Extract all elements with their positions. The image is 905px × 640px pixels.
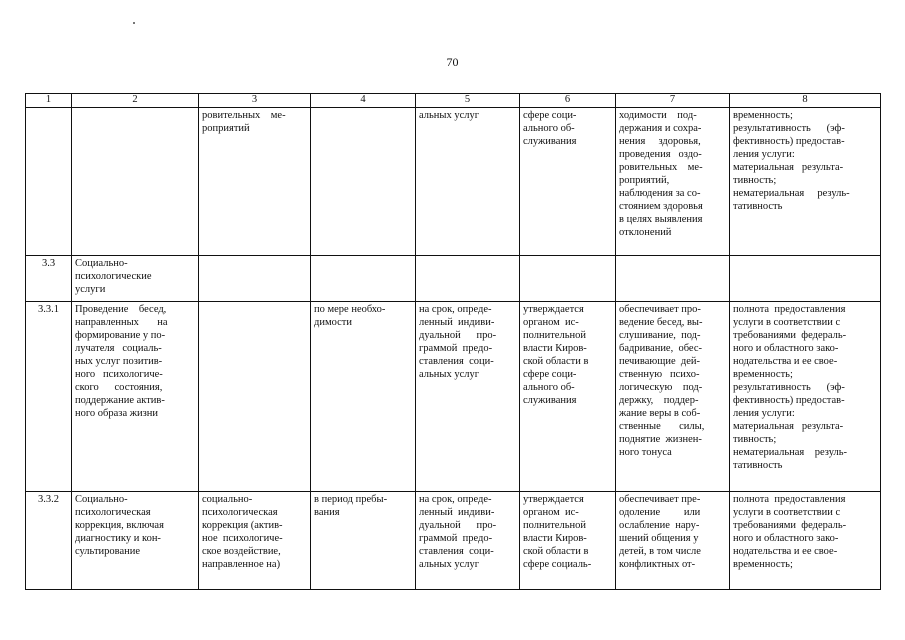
cell-frequency: по мере необхо- димости [311,302,416,492]
cell-service-name: Социально- психологические услуги [72,256,199,302]
cell-quality: полнота предоставления услуги в соответствии с требованиями федераль- ного и областного зако- нодательства и ее свое- временность; [730,492,881,590]
cell-description [199,302,311,492]
cell-term: на срок, опреде- ленный индиви- дуальной про- граммой предо- ставления соци- альных услуг [416,492,520,590]
column-header: 1 [26,94,72,108]
column-header: 6 [520,94,616,108]
cell-conditions: ходимости под- держания и сохра- нения здоровья, проведения оздо- ровительных ме- роприятий, наблюдения за со- стоянием здоровья в целях выявления отклонений [616,108,730,256]
column-header: 4 [311,94,416,108]
cell-norms: утверждается органом ис- полнительной власти Киров- ской области в сфере соци- ального об- служивания [520,302,616,492]
services-table [25,93,881,590]
column-header: 7 [616,94,730,108]
cell-number: 3.3.1 [26,302,72,492]
cell-conditions: обеспечивает пре- одоление или ослабление нару- шений общения у детей, в том числе конфликтных от- [616,492,730,590]
cell-description: ровительных ме- роприятий [199,108,311,256]
cell-frequency: в период пребы- вания [311,492,416,590]
cell-frequency [311,108,416,256]
cell-service-name: Проведение бесед, направленных на формирование у по- лучателя социаль- ных услуг позитив- ного психологиче- ского состояния, поддержание актив- ного образа жизни [72,302,199,492]
cell-number: 3.3 [26,256,72,302]
cell-norms: сфере соци- ального об- служивания [520,108,616,256]
column-header: 5 [416,94,520,108]
cell-description [199,256,311,302]
cell-norms [520,256,616,302]
cell-quality: полнота предоставления услуги в соответствии с требованиями федераль- ного и областного зако- нодательства и ее свое- временность; результативность (эф- фективность) предостав- ления услуги: материальная результа- тивность; нематериальная резуль- тативность [730,302,881,492]
cell-frequency [311,256,416,302]
cell-quality [730,256,881,302]
cell-number: 3.3.2 [26,492,72,590]
cell-number [26,108,72,256]
column-header: 8 [730,94,881,108]
table-row [26,492,881,590]
cell-service-name: Социально- психологическая коррекция, включая диагностику и кон- сультирование [72,492,199,590]
cell-term: на срок, опреде- ленный индиви- дуальной про- граммой предо- ставления соци- альных услуг [416,302,520,492]
cell-norms: утверждается органом ис- полнительной власти Киров- ской области в сфере социаль- [520,492,616,590]
cell-conditions: обеспечивает про- ведение бесед, вы- слушивание, под- бадривание, обес- печивающие дей- ственную психо- логическую под- держку, поддер- жание веры в соб- ственные силы, поднятие жизнен- ного тонуса [616,302,730,492]
cell-term [416,256,520,302]
cell-term: альных услуг [416,108,520,256]
cell-conditions [616,256,730,302]
cell-quality: временность; результативность (эф- фективность) предостав- ления услуги: материальная результа- тивность; нематериальная резуль- тативность [730,108,881,256]
column-header: 2 [72,94,199,108]
header-row [26,94,881,108]
page-number: 70 [446,55,459,69]
scan-speck [133,22,135,24]
table-row [26,256,881,302]
table-row [26,302,881,492]
cell-description: социально- психологическая коррекция (актив- ное психологиче- ское воздействие, направленное на) [199,492,311,590]
table-row [26,108,881,256]
cell-service-name [72,108,199,256]
column-header: 3 [199,94,311,108]
